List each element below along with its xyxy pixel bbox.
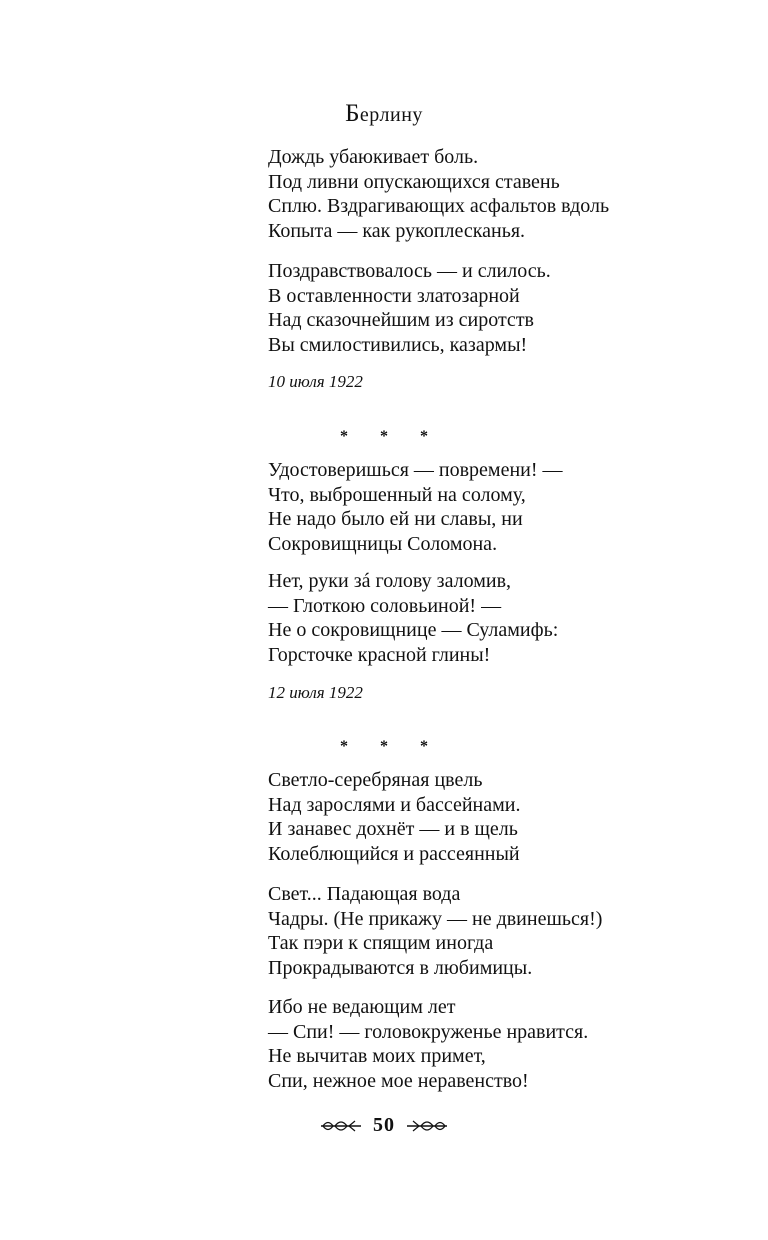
poem1-stanza-1 [268,145,688,243]
verse-line: Ибо не ведающим лет [268,996,456,1018]
flourish-right-icon [405,1117,449,1135]
verse-line: Над зарослями и бассейнами. [268,793,521,816]
verse-line: Прокрадываются в любимицы. [268,956,533,979]
verse-line: Свет... Падающая вода [268,883,461,905]
poem2-date: 12 июля 1922 [268,683,363,702]
verse-line: Удостоверишься — повремени! — [268,459,563,481]
verse-line: В оставленности златозарной [268,284,520,307]
verse-line: Сплю. Вздрагивающих асфальтов вдоль [268,195,610,217]
verse-line: Поздравствовалось — и слилось. [268,260,551,282]
poem1-stanza-2 [268,259,688,357]
section-separator: * * * [340,738,442,755]
verse-line: И занавес дохнёт — и в щель [268,818,518,840]
poem2-stanza-1 [268,458,688,556]
page-footer [0,1114,768,1137]
section-separator: * * * [340,428,442,445]
poem3-stanza-3 [268,995,688,1093]
verse-line: Не о сокровищнице — Суламифь: [268,619,559,641]
verse-line: Светло-серебряная цвель [268,769,483,791]
poem-title [0,100,768,128]
verse-line: Дождь убаюкивает боль. [268,146,479,168]
flourish-left-icon [319,1117,363,1135]
verse-line: Горсточке красной глины! [268,643,491,666]
verse-line: Копыта — как рукоплесканья. [268,219,526,242]
verse-line: — Спи! — головокруженье нравится. [268,1020,589,1043]
title-rest: ерлину [359,104,423,126]
poem3-stanza-1 [268,768,688,866]
verse-line: Что, выброшенный на солому, [268,483,526,506]
verse-line: Чадры. (Не прикажу — не двинешься!) [268,907,603,930]
page-number: 50 [373,1114,395,1136]
title-initial: Б [345,100,360,127]
poem3-stanza-2 [268,882,688,980]
verse-line: Нет, руки зá голову заломив, [268,570,512,592]
verse-line: Сокровищницы Соломона. [268,532,498,555]
verse-line: Над сказочнейшим из сиротств [268,309,534,331]
verse-line: Не вычитав моих примет, [268,1045,486,1067]
verse-line: Спи, нежное мое неравенство! [268,1069,529,1092]
verse-line: Вы смилостивились, казармы! [268,333,528,356]
verse-line: Под ливни опускающихся ставень [268,170,560,193]
poem1-date: 10 июля 1922 [268,372,363,391]
verse-line: — Глоткою соловьиной! — [268,594,502,617]
poem2-stanza-2 [268,569,688,667]
verse-line: Так пэри к спящим иногда [268,932,494,954]
verse-line: Не надо было ей ни славы, ни [268,508,523,530]
verse-line: Колеблющийся и рассеянный [268,842,520,865]
